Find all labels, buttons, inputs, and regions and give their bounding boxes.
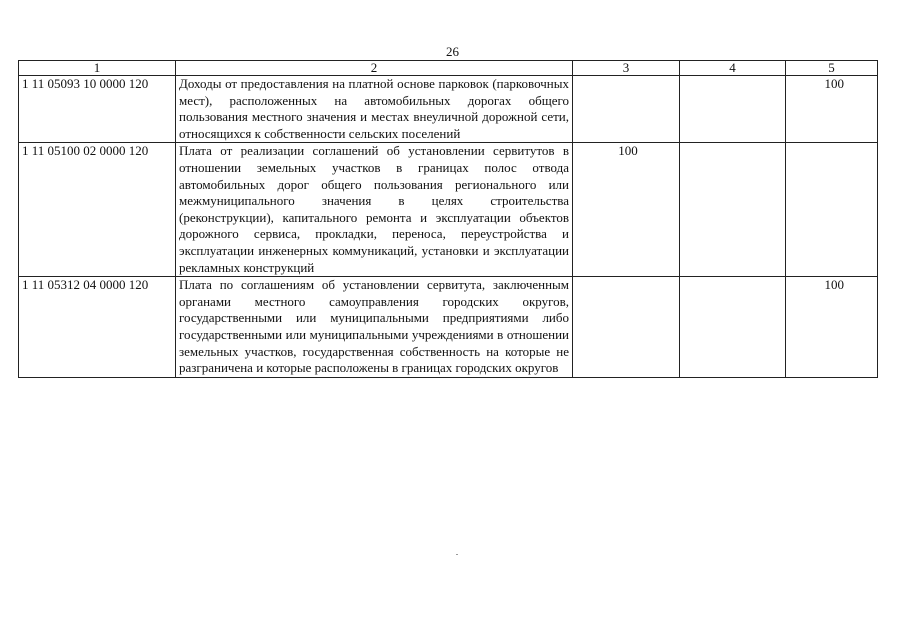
value-cell-4 xyxy=(680,143,786,277)
description-cell: Плата по соглашениям об установлении сервитута, заключенным органами местного самоуправления городских округов, государственными или муниципальными предприятиями либо государственными или муниципальными учреждениями в отношении земельных участков, государственная собственность на которые не разграничена и которые расположены в границах городских округов xyxy=(176,277,573,378)
description-cell: Доходы от предоставления на платной основе парковок (парковочных мест), расположенных на автомобильных дорогах общего пользования местного значения и местах внеуличной дорожной сети, относящихся к собственности сельских поселений xyxy=(176,76,573,143)
value-5: 100 xyxy=(824,277,844,293)
value-cell-5 xyxy=(786,143,878,277)
value-cell-3 xyxy=(573,76,680,143)
column-header-1: 1 xyxy=(19,61,176,76)
table-row xyxy=(19,76,878,143)
value-5: 100 xyxy=(824,76,844,91)
value-3: 100 xyxy=(618,143,638,159)
table-row xyxy=(19,277,878,378)
column-header-3: 3 xyxy=(573,61,680,76)
budget-code-cell: 1 11 05100 02 0000 120 xyxy=(19,143,176,277)
budget-code-cell: 1 11 05312 04 0000 120 xyxy=(19,277,176,378)
column-header-2: 2 xyxy=(176,61,573,76)
value-cell-4 xyxy=(680,76,786,143)
value-cell-3 xyxy=(573,143,680,277)
revenue-table xyxy=(18,60,878,378)
column-header-4: 4 xyxy=(680,61,786,76)
column-header-5: 5 xyxy=(786,61,878,76)
value-cell-5 xyxy=(786,76,878,143)
scan-speck xyxy=(456,554,458,555)
value-cell-3 xyxy=(573,277,680,378)
budget-code-cell: 1 11 05093 10 0000 120 xyxy=(19,76,176,143)
header-row xyxy=(19,61,878,76)
description-cell: Плата от реализации соглашений об установлении сервитутов в отношении земельных участков в границах полос отвода автомобильных дорог общего пользования регионального или межмуниципального значения в целях строительства (реконструкции), капитального ремонта и эксплуатации объектов дорожного сервиса, прокладки, переноса, переустройства и эксплуатации инженерных коммуникаций, установки и эксплуатации рекламных конструкций xyxy=(176,143,573,277)
value-cell-4 xyxy=(680,277,786,378)
page-number: 26 xyxy=(446,44,459,59)
table-row xyxy=(19,143,878,277)
value-cell-5 xyxy=(786,277,878,378)
